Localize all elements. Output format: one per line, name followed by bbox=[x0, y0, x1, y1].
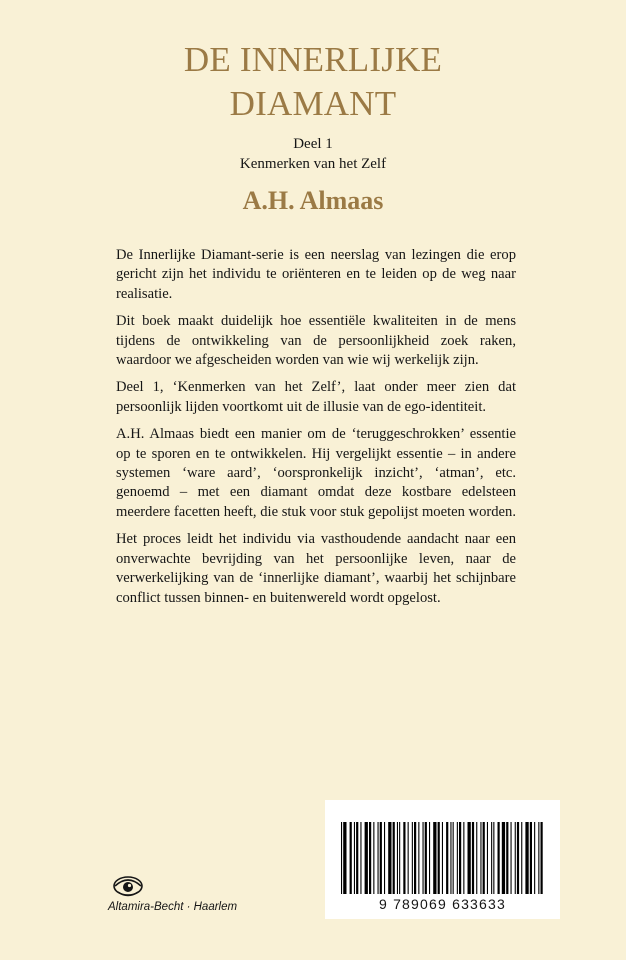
barcode-bar bbox=[502, 822, 505, 894]
barcode-bar bbox=[525, 822, 528, 894]
barcode-bar bbox=[463, 822, 464, 894]
barcode-bar bbox=[350, 822, 352, 894]
barcode-bar bbox=[384, 822, 385, 894]
barcode-digits: 9 789069 633633 bbox=[379, 896, 506, 912]
barcode-bar bbox=[487, 822, 488, 894]
barcode-bar bbox=[511, 822, 512, 894]
barcode-bar bbox=[360, 822, 361, 894]
barcode-bar bbox=[423, 822, 424, 894]
barcode-bar bbox=[341, 822, 342, 894]
barcode-bar bbox=[343, 822, 346, 894]
barcode-bar bbox=[418, 822, 419, 894]
blurb bbox=[116, 246, 516, 616]
barcode-bar bbox=[521, 822, 522, 894]
barcode-bar bbox=[408, 822, 409, 894]
barcode-bar bbox=[450, 822, 451, 894]
barcode-bar bbox=[442, 822, 443, 894]
author-name: A.H. Almaas bbox=[242, 186, 384, 215]
barcode-bar bbox=[493, 822, 494, 894]
barcode-bar bbox=[515, 822, 516, 894]
barcode-bar bbox=[459, 822, 461, 894]
barcode-bar bbox=[433, 822, 436, 894]
barcode-bar bbox=[393, 822, 395, 894]
barcode-bar bbox=[491, 822, 492, 894]
barcode-bar bbox=[373, 822, 374, 894]
barcode-bar bbox=[397, 822, 398, 894]
barcode-bar bbox=[517, 822, 519, 894]
barcode-bars bbox=[339, 822, 546, 894]
part-label: Deel 1 bbox=[293, 136, 333, 152]
barcode-bar bbox=[530, 822, 532, 894]
barcode-bar bbox=[380, 822, 382, 894]
barcode bbox=[325, 800, 560, 919]
subtitle: Kenmerken van het Zelf bbox=[239, 156, 387, 172]
title-line-2: DIAMANT bbox=[229, 84, 397, 123]
barcode-bar bbox=[403, 822, 405, 894]
barcode-bar bbox=[483, 822, 485, 894]
barcode-bar bbox=[457, 822, 458, 894]
barcode-bar bbox=[468, 822, 471, 894]
barcode-bar bbox=[414, 822, 416, 894]
barcode-bar bbox=[388, 822, 391, 894]
publisher-name: Altamira-Becht · Haarlem bbox=[108, 901, 238, 913]
blurb-paragraph: Het proces leidt het individu via vasthoudende aandacht naar een onverwachte bevrijding van het persoonlijke leven, naar de verwerkelijking van de ‘innerlijke diamant’, waarbij het schijnbare conflict tussen binnen- en buitenwereld wordt opgelost. bbox=[116, 531, 516, 606]
barcode-bar bbox=[476, 822, 477, 894]
book-title bbox=[0, 38, 626, 126]
blurb-paragraph: Deel 1, ‘Kenmerken van het Zelf’, laat onder meer zien dat persoonlijk lijden voortkomt uit de illusie van de ego-identiteit. bbox=[116, 379, 516, 415]
barcode-bar bbox=[506, 822, 508, 894]
barcode-bar bbox=[369, 822, 371, 894]
barcode-bar bbox=[498, 822, 500, 894]
barcode-bar bbox=[541, 822, 543, 894]
barcode-bar bbox=[538, 822, 539, 894]
blurb-paragraph: Dit boek maakt duidelijk hoe essentiële kwaliteiten in de mens tijdens de ontwikkeling van de persoonlijkheid zoek raken, waardoor we afgescheiden worden van wie wij werkelijk zijn. bbox=[116, 313, 516, 369]
barcode-bar bbox=[412, 822, 413, 894]
barcode-bar bbox=[446, 822, 448, 894]
barcode-bar bbox=[399, 822, 400, 894]
barcode-bar bbox=[534, 822, 535, 894]
blurb-paragraph: De Innerlijke Diamant-serie is een neerslag van lezingen die erop gericht zijn het individu te oriënteren en te leiden op de weg naar realisatie. bbox=[116, 247, 516, 302]
barcode-bar bbox=[429, 822, 430, 894]
blurb-paragraph: A.H. Almaas biedt een manier om de ‘teruggeschrokken’ essentie op te sporen en te ontwikkelen. Hij vergelijkt essentie – in andere systemen ‘ware aard’, ‘oorspronkelijk inzicht’, ‘atman’, etc. genoemd – met een diamant omdat deze kostbare edelsteen meerdere facetten heeft, die stuk voor stuk gepolijst moeten worden. bbox=[116, 426, 516, 520]
barcode-bar bbox=[472, 822, 474, 894]
barcode-bar bbox=[365, 822, 368, 894]
barcode-bar bbox=[356, 822, 358, 894]
barcode-bar bbox=[438, 822, 440, 894]
barcode-bar bbox=[354, 822, 355, 894]
barcode-bar bbox=[425, 822, 427, 894]
barcode-bar bbox=[378, 822, 379, 894]
barcode-bar bbox=[453, 822, 454, 894]
barcode-bar bbox=[480, 822, 481, 894]
title-line-1: DE INNERLIJKE bbox=[183, 40, 443, 79]
